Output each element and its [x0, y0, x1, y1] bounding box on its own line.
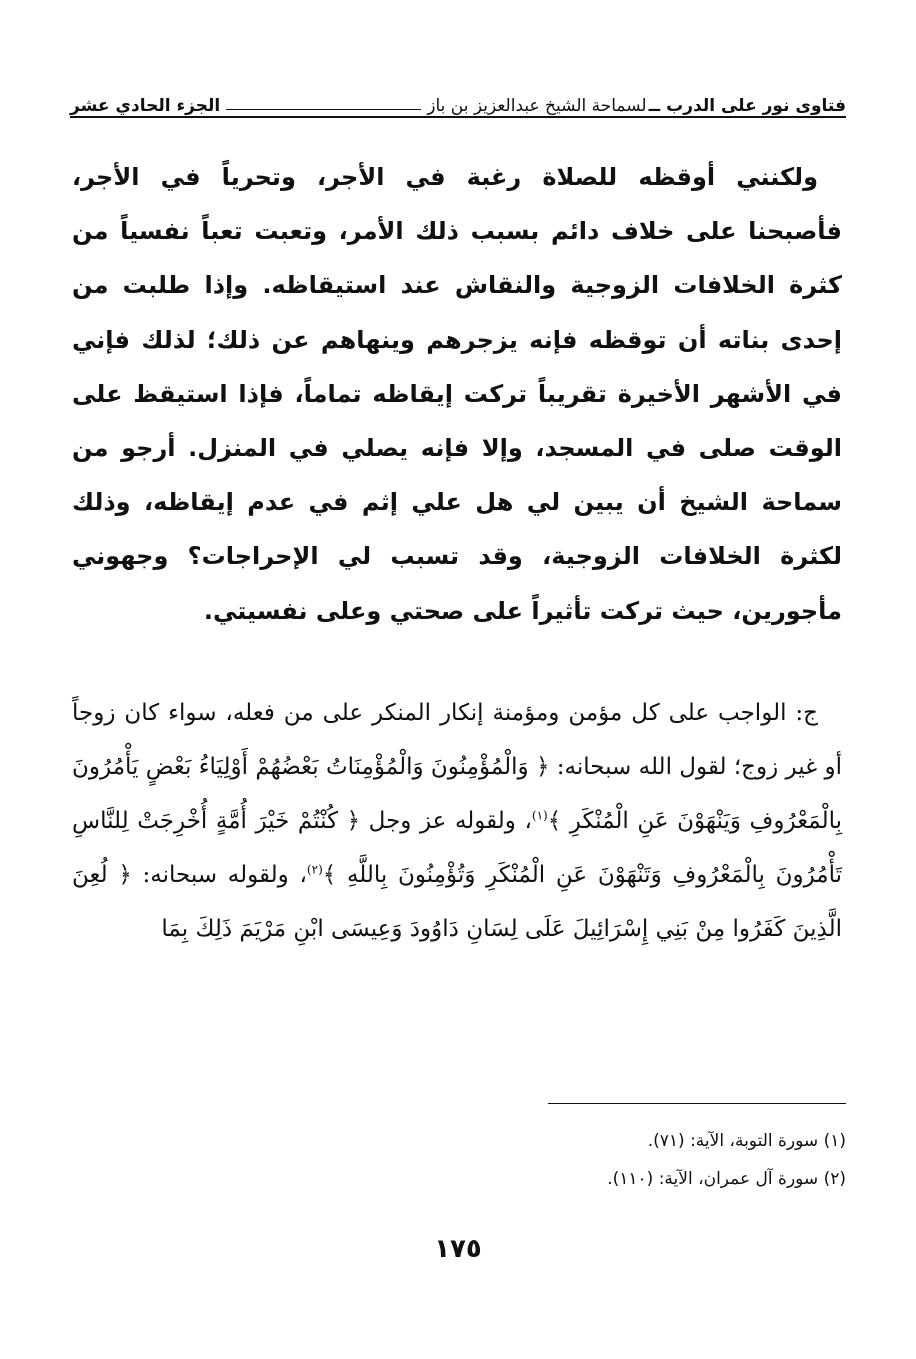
footnote-1: (١) سورة التوبة، الآية: (٧١). — [647, 1131, 846, 1151]
answer-connector-1: ، ولقوله عز وجل — [368, 808, 532, 834]
question-text: ولكنني أوقظه للصلاة رغبة في الأجر، وتحرياً في الأجر، فأصبحنا على خلاف دائم بسبب ذلك الأمر، وتعبت تعباً نفسياً من كثرة الخلافات الزوجية والنقاش عند استيقاظه. وإذا طلبت من إحدى بناته أن توقظه فإنه يزجرهم وينهاهم عن ذلك؛ لذلك فإني في الأشهر الأخيرة تقريباً تركت إيقاظه تماماً، فإذا استيقظ على الوقت صلى في المسجد، وإلا فإنه يصلي في المنزل. أرجو من سماحة الشيخ أن يبين لي هل علي إثم في عدم إيقاظه، وذلك لكثرة الخلافات الزوجية، وقد تسبب لي الإحراجات؟ وجهوني مأجورين، حيث تركت تأثيراً على صحتي وعلى نفسيتي. — [72, 163, 842, 625]
running-header — [70, 84, 846, 118]
quran-verse-1: ﴿ وَالْمُؤْمِنُونَ وَالْمُؤْمِنَاتُ بَعْضُهُمْ أَوْلِيَاءُ بَعْضٍ يَأْمُرُونَ بِالْمَعْرُوفِ وَيَنْهَوْنَ عَنِ الْمُنْكَرِ ﴾ — [72, 754, 843, 834]
footnote-ref-1: (١) — [531, 808, 548, 823]
footnote-separator — [548, 1103, 846, 1104]
answer-connector-2: ، ولقوله سبحانه: — [142, 862, 307, 888]
footnotes — [440, 1122, 846, 1198]
page-number: ١٧٥ — [434, 1234, 482, 1264]
footnote-2: (٢) سورة آل عمران، الآية: (١١٠). — [607, 1169, 846, 1189]
quran-verse-2: ﴿ كُنْتُمْ خَيْرَ أُمَّةٍ أُخْرِجَتْ لِلنَّاسِ تَأْمُرُونَ بِالْمَعْرُوفِ وَتَنْهَوْنَ عَنِ الْمُنْكَرِ وَتُؤْمِنُونَ بِاللَّهِ ﴾ — [72, 808, 842, 888]
volume-label: الجزء الحادي عشر — [70, 96, 221, 116]
book-title: فتاوى نور على الدرب ــ — [648, 96, 846, 116]
answer-intro: ج: الواجب على كل مؤمن ومؤمنة إنكار المنكر على من فعله، سواء كان زوجاً أو غير زوج؛ لقول الله سبحانه: — [72, 700, 842, 780]
quran-verse-3: ﴿ لُعِنَ الَّذِينَ كَفَرُوا مِنْ بَنِي إِسْرَائِيلَ عَلَى لِسَانِ دَاوُودَ وَعِيسَى ابْنِ مَرْيَمَ ذَلِكَ بِمَا — [72, 862, 842, 942]
footnote-ref-2: (٢) — [306, 862, 323, 877]
header-dash — [226, 109, 421, 110]
answer-text — [72, 686, 842, 956]
author-name: لسماحة الشيخ عبدالعزيز بن باز — [427, 96, 647, 116]
